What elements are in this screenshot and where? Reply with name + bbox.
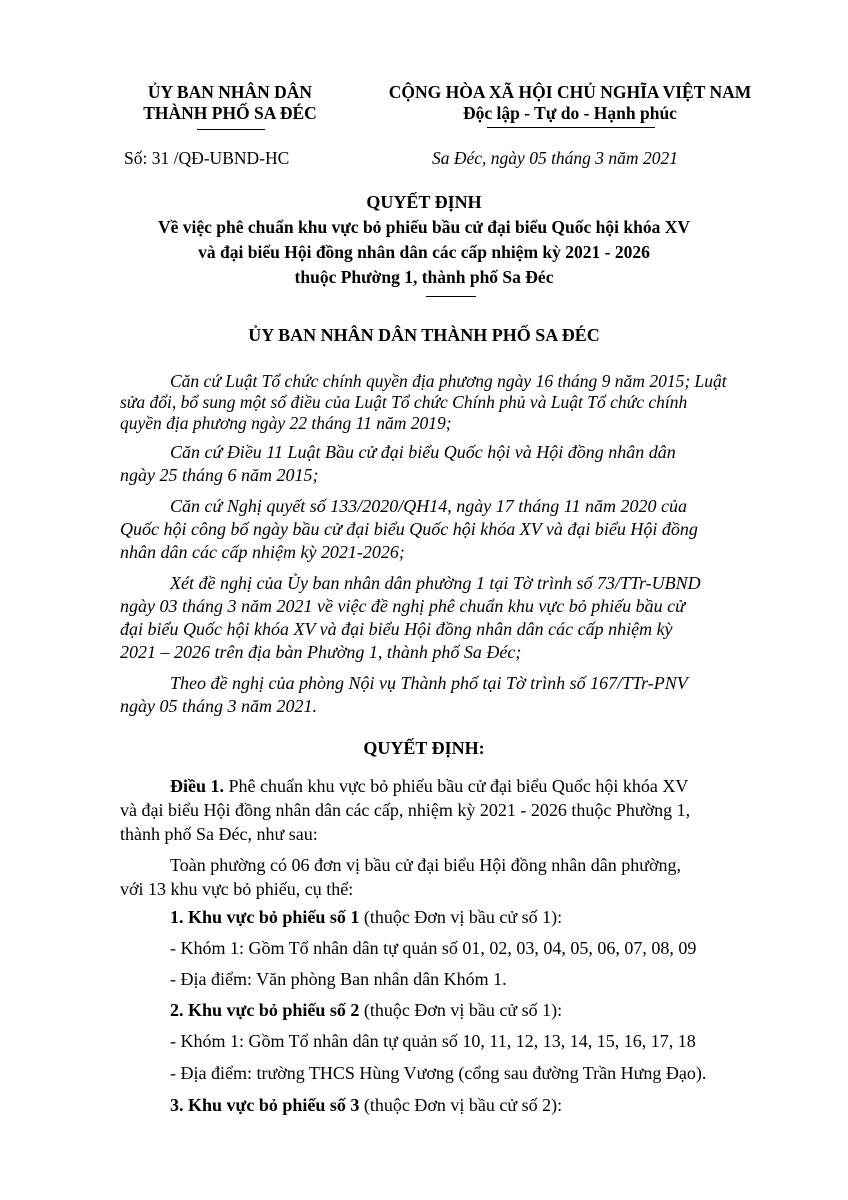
polling-area-unit: (thuộc Đơn vị bầu cử số 2): (359, 1095, 563, 1115)
preamble-line: ngày 03 tháng 3 năm 2021 về việc đề nghị phê chuẩn khu vực bỏ phiếu bầu cử (120, 596, 685, 616)
preamble-line: Theo đề nghị của phòng Nội vụ Thành phố tại Tờ trình số 167/TTr-PNV (170, 673, 688, 693)
polling-area-3-heading (170, 1095, 562, 1116)
agency-underline (197, 129, 265, 130)
polling-area-2-hamlet: - Khóm 1: Gồm Tổ nhân dân tự quản số 10, 11, 12, 13, 14, 15, 16, 17, 18 (170, 1031, 696, 1051)
preamble-legal-basis-2 (120, 441, 770, 487)
preamble-line: ngày 05 tháng 3 năm 2021. (120, 696, 317, 716)
document-type: QUYẾT ĐỊNH (366, 192, 482, 212)
polling-area-title: 2. Khu vực bỏ phiếu số 2 (170, 1000, 360, 1020)
document-subject-line2: và đại biểu Hội đồng nhân dân các cấp nhiệm kỳ 2021 - 2026 (198, 242, 650, 262)
preamble-line: Căn cứ Luật Tổ chức chính quyền địa phương ngày 16 tháng 9 năm 2015; Luật (170, 371, 727, 391)
preamble-proposal (120, 572, 770, 664)
national-motto: Độc lập - Tự do - Hạnh phúc (463, 103, 677, 123)
preamble-legal-basis-1 (120, 371, 770, 434)
document-number: Số: 31 /QĐ-UBND-HC (124, 148, 290, 168)
article-1-text: Phê chuẩn khu vực bỏ phiếu bầu cử đại biểu Quốc hội khóa XV (224, 776, 689, 796)
preamble-line: Xét đề nghị của Ủy ban nhân dân phường 1 tại Tờ trình số 73/TTr-UBND (170, 573, 701, 593)
polling-area-1-location: - Địa điểm: Văn phòng Ban nhân dân Khóm 1. (170, 969, 507, 989)
document-date: Sa Đéc, ngày 05 tháng 3 năm 2021 (432, 148, 678, 168)
preamble-line: ngày 25 tháng 6 năm 2015; (120, 465, 319, 485)
article-1-line2: và đại biểu Hội đồng nhân dân các cấp, nhiệm kỳ 2021 - 2026 thuộc Phường 1, (120, 800, 691, 820)
national-title: CỘNG HÒA XÃ HỘI CHỦ NGHĨA VIỆT NAM (388, 82, 752, 102)
polling-area-unit: (thuộc Đơn vị bầu cử số 1): (359, 907, 563, 927)
agency-name-line1: ỦY BAN NHÂN DÂN (147, 82, 313, 102)
preamble-line: nhân dân các cấp nhiệm kỳ 2021-2026; (120, 542, 405, 562)
decision-heading: QUYẾT ĐỊNH: (363, 738, 485, 758)
preamble-legal-basis-3 (120, 495, 770, 564)
article-1-summary-line2: với 13 khu vực bỏ phiếu, cụ thể: (120, 879, 354, 899)
preamble-line: Căn cứ Điều 11 Luật Bầu cử đại biểu Quốc hội và Hội đồng nhân dân (170, 442, 676, 462)
polling-area-1-hamlet: - Khóm 1: Gồm Tổ nhân dân tự quản số 01, 02, 03, 04, 05, 06, 07, 08, 09 (170, 938, 697, 958)
issuing-authority: ỦY BAN NHÂN DÂN THÀNH PHỐ SA ĐÉC (248, 325, 600, 345)
polling-area-2-heading (170, 1000, 562, 1021)
article-1-label: Điều 1. (170, 776, 224, 796)
article-1-summary-line1: Toàn phường có 06 đơn vị bầu cử đại biểu Hội đồng nhân dân phường, (170, 855, 681, 875)
preamble-line: Quốc hội công bố ngày bầu cử đại biểu Quốc hội khóa XV và đại biểu Hội đồng (120, 519, 698, 539)
article-1-line3: thành phố Sa Đéc, như sau: (120, 824, 318, 844)
article-1-line1 (170, 776, 688, 797)
polling-area-title: 3. Khu vực bỏ phiếu số 3 (170, 1095, 360, 1115)
preamble-recommendation (120, 672, 770, 718)
preamble-line: 2021 – 2026 trên địa bàn Phường 1, thành phố Sa Đéc; (120, 642, 522, 662)
polling-area-title: 1. Khu vực bỏ phiếu số 1 (170, 907, 360, 927)
document-subject-line3: thuộc Phường 1, thành phố Sa Đéc (294, 267, 554, 287)
title-underline (426, 296, 476, 297)
preamble-line: đại biểu Quốc hội khóa XV và đại biểu Hội đồng nhân dân các cấp nhiệm kỳ (120, 619, 673, 639)
polling-area-1-heading (170, 907, 562, 928)
polling-area-unit: (thuộc Đơn vị bầu cử số 1): (359, 1000, 563, 1020)
polling-area-2-location: - Địa điểm: trường THCS Hùng Vương (cổng sau đường Trần Hưng Đạo). (170, 1063, 707, 1083)
motto-underline (487, 127, 655, 128)
preamble-line: sửa đổi, bổ sung một số điều của Luật Tổ chức Chính phủ và Luật Tổ chức chính (120, 392, 688, 412)
document-subject-line1: Về việc phê chuẩn khu vực bỏ phiếu bầu cử đại biểu Quốc hội khóa XV (157, 217, 691, 237)
preamble-line: Căn cứ Nghị quyết số 133/2020/QH14, ngày 17 tháng 11 năm 2020 của (170, 496, 687, 516)
preamble-line: quyền địa phương ngày 22 tháng 11 năm 2019; (120, 413, 452, 433)
agency-name-line2: THÀNH PHỐ SA ĐÉC (143, 103, 317, 123)
